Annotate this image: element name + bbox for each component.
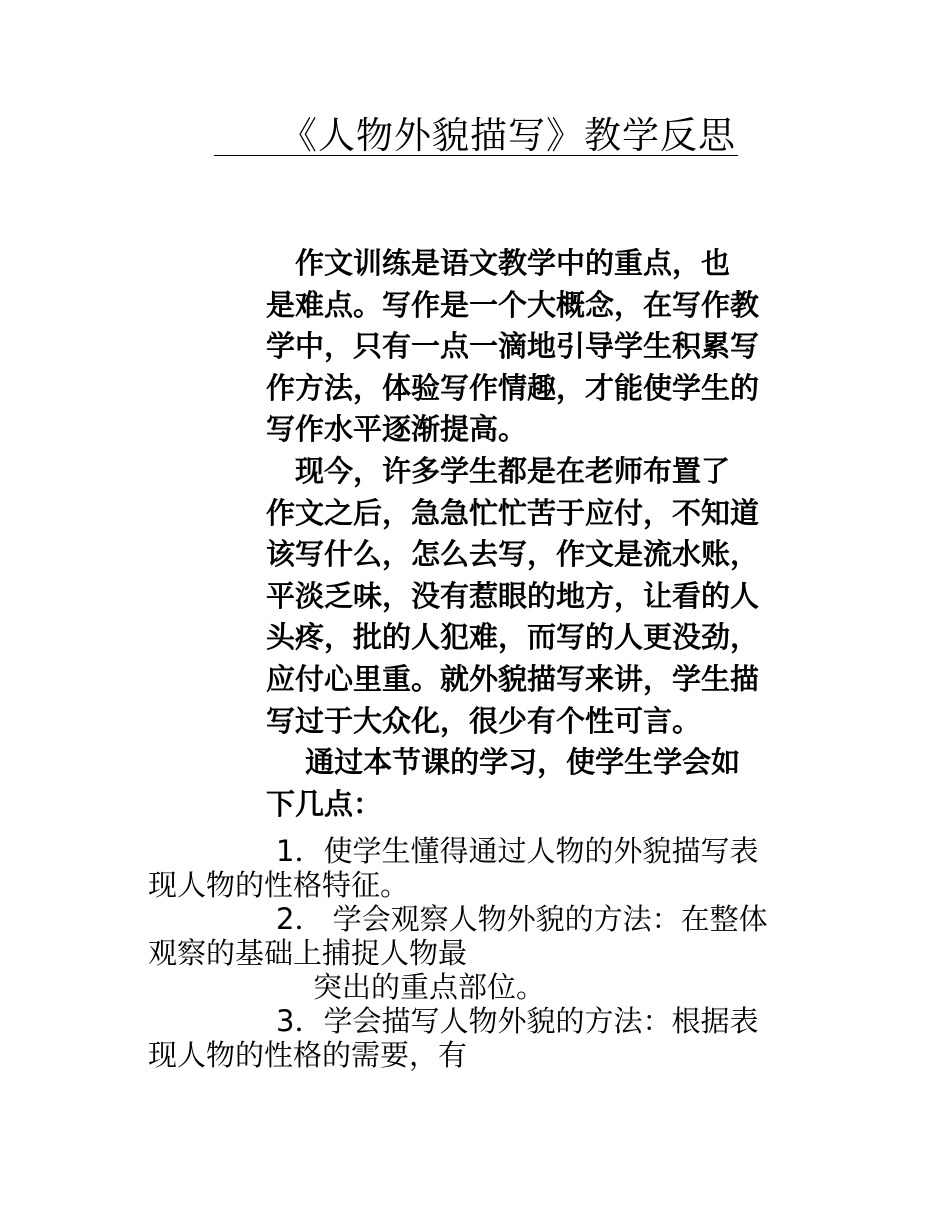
list-item-continuation: 突出的重点部位。 bbox=[313, 970, 546, 1004]
body-paragraphs bbox=[266, 243, 801, 825]
goal-list bbox=[148, 834, 808, 1072]
paragraph-line: 头疼，批的人犯难，而写的人更没劲， bbox=[266, 620, 760, 655]
list-item-continuation: 观察的基础上捕捉人物最 bbox=[148, 936, 468, 970]
paragraph-line: 作文之后，急急忙忙苦于应付，不知道 bbox=[266, 495, 760, 530]
paragraph-line: 应付心里重。就外貌描写来讲，学生描 bbox=[266, 661, 760, 696]
paragraph-line: 是难点。写作是一个大概念，在写作教 bbox=[266, 287, 760, 322]
paragraph-line: 平淡乏味，没有惹眼的地方，让看的人 bbox=[266, 578, 760, 613]
paragraph-line: 写过于大众化，很少有个性可言。 bbox=[266, 703, 702, 738]
paragraph-line: 写作水平逐渐提高。 bbox=[266, 412, 528, 447]
paragraph-line: 该写什么，怎么去写，作文是流水账， bbox=[266, 537, 760, 572]
list-item: 1．使学生懂得通过人物的外貌描写表 bbox=[276, 834, 759, 868]
list-item-continuation: 现人物的性格的需要，有 bbox=[148, 1038, 468, 1072]
paragraph-line: 通过本节课的学习，使学生学会如 bbox=[266, 745, 741, 780]
list-item: 3．学会描写人物外貌的方法：根据表 bbox=[276, 1004, 759, 1038]
paragraph-line: 作文训练是语文教学中的重点，也 bbox=[266, 246, 731, 280]
paragraph-line: 作方法，体验写作情趣，才能使学生的 bbox=[266, 370, 760, 405]
paragraph-line: 学中，只有一点一滴地引导学生积累写 bbox=[266, 329, 760, 364]
paragraph-line: 下几点： bbox=[266, 786, 383, 821]
list-item: 2． 学会观察人物外貌的方法：在整体 bbox=[276, 902, 768, 936]
list-item-continuation: 现人物的性格特征。 bbox=[148, 868, 410, 902]
document-title: 《人物外貌描写》教学反思 bbox=[280, 114, 736, 157]
paragraph-line: 现今，许多学生都是在老师布置了 bbox=[266, 453, 731, 488]
